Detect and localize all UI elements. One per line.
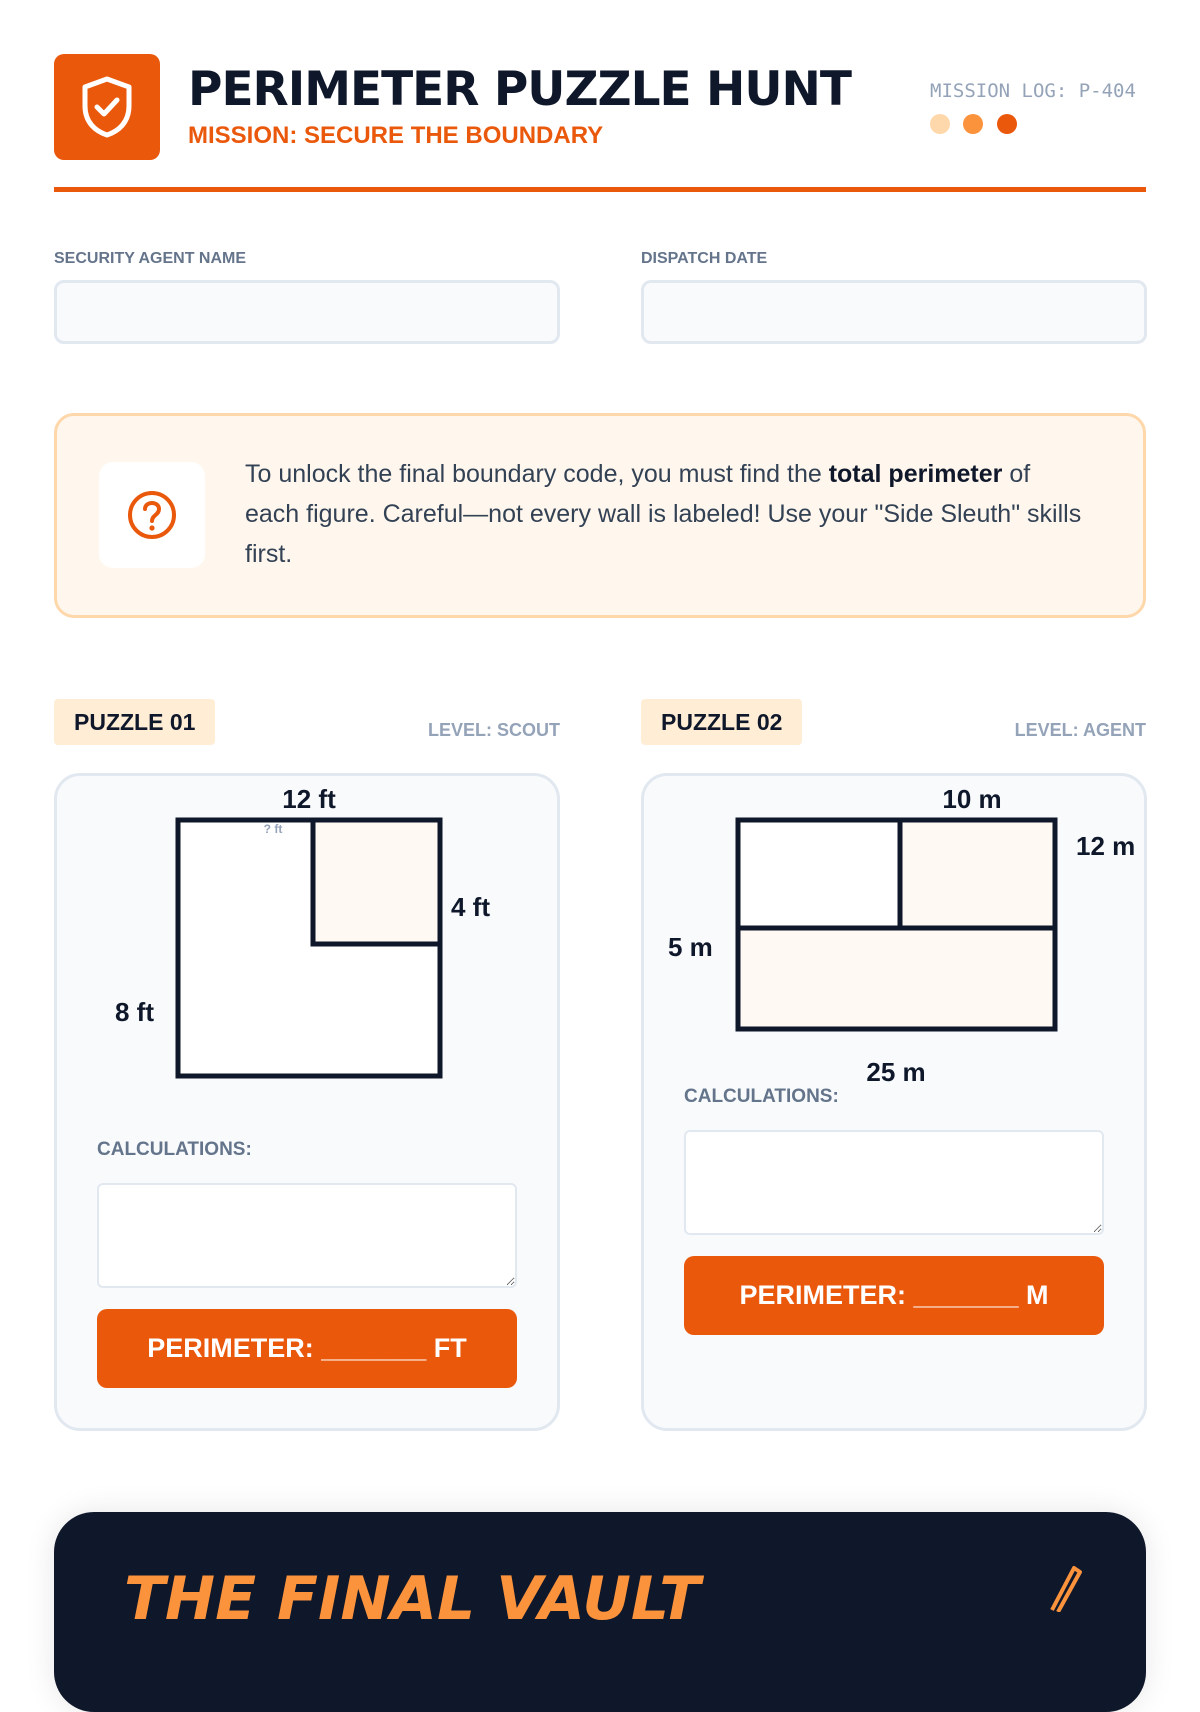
instructions-box [54, 413, 1146, 618]
label-left: 5 m [668, 932, 713, 962]
final-vault-title: THE FINAL VAULT [124, 1564, 701, 1634]
calculations-label: CALCULATIONS: [684, 1086, 839, 1107]
agent-name-label: SECURITY AGENT NAME [54, 250, 247, 267]
dispatch-date-input[interactable] [641, 280, 1147, 344]
header-divider [54, 187, 1146, 192]
final-vault-panel [54, 1512, 1146, 1712]
puzzle-2-card [641, 773, 1147, 1431]
puzzle-2-level: LEVEL: AGENT [1014, 720, 1146, 740]
label-top: 12 ft [282, 784, 336, 814]
pencil-icon [1044, 1562, 1084, 1612]
label-top: 10 m [942, 784, 1002, 814]
agent-name-input[interactable] [54, 280, 560, 344]
puzzle-1-tag: PUZZLE 01 [54, 699, 215, 745]
question-circle-icon [99, 462, 205, 568]
dispatch-date-label: DISPATCH DATE [641, 250, 768, 267]
label-hidden: ? ft [263, 822, 283, 836]
calculations-label: CALCULATIONS: [97, 1139, 252, 1160]
shield-check-icon [79, 76, 135, 138]
calculations-input[interactable] [97, 1183, 517, 1288]
mission-log: MISSION LOG: P-404 [930, 80, 1136, 102]
puzzle-1-card [54, 773, 560, 1431]
puzzle-2-figure [644, 776, 1150, 1106]
status-dot [997, 114, 1017, 134]
logo-badge [54, 54, 160, 160]
label-right: 4 ft [451, 892, 490, 922]
label-right: 12 m [1076, 831, 1136, 861]
calculations-input[interactable] [684, 1130, 1104, 1235]
page-subtitle: MISSION: SECURE THE BOUNDARY [188, 122, 604, 149]
perimeter-answer-button[interactable]: PERIMETER: _______ FT [97, 1309, 517, 1388]
puzzle-1-figure [57, 776, 563, 1106]
label-left: 8 ft [115, 997, 154, 1027]
status-dot [963, 114, 983, 134]
instructions-text: To unlock the final boundary code, you must find the total perimeter of each figure. Careful—not every wall is labeled! Use your "Side Sleuth" skills first. [245, 460, 1082, 568]
puzzle-2-tag: PUZZLE 02 [641, 699, 802, 745]
status-dot [930, 114, 950, 134]
puzzle-1-level: LEVEL: SCOUT [427, 720, 560, 740]
page-title: PERIMETER PUZZLE HUNT [188, 62, 851, 117]
perimeter-answer-button[interactable]: PERIMETER: _______ M [684, 1256, 1104, 1335]
label-bottom: 25 m [866, 1057, 926, 1087]
